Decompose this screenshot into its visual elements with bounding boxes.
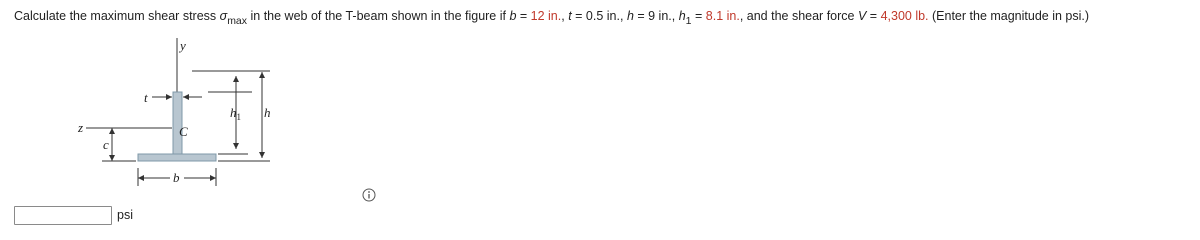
h1-subscript: 1 [685,15,692,27]
info-circle-icon[interactable] [362,188,376,202]
question-part2: in the web of the T-beam shown in the figure if [247,9,510,23]
h-equals: = 9 in., [633,9,679,23]
c-arrowhead-top [109,128,115,134]
h1-label: $h_1$ [230,105,241,122]
beam-web [173,92,182,154]
h-label: h [264,105,271,120]
V-equals: = [866,9,881,23]
c-label: c [103,137,109,152]
beam-flange [138,154,216,161]
sigma-subscript: max [227,15,248,27]
t-arrowhead-left [166,94,172,100]
question-part4: (Enter the magnitude in psi.) [928,9,1090,23]
t-beam-diagram [80,36,290,196]
b-arrowhead-right [210,175,216,181]
b-arrowhead-left [138,175,144,181]
t-beam-figure [80,36,290,196]
h-variable: h [626,9,634,23]
h1-equals: = [691,9,706,23]
info-icon-graphic [362,188,376,202]
h1-arrowhead-top [233,76,239,82]
t-label: t [144,90,148,105]
h1-arrowhead-bottom [233,143,239,149]
question-text [14,7,1194,26]
question-part3: , and the shear force [739,9,858,23]
V-value: 4,300 lb. [880,9,929,23]
b-label: b [173,170,180,185]
t-variable: t [568,9,572,23]
c-arrowhead-bottom [109,155,115,161]
sigma-symbol: σ [219,9,228,23]
answer-row [14,204,133,226]
b-value: 12 in. [530,9,562,23]
answer-input[interactable] [14,206,112,225]
h-arrowhead-top [259,72,265,78]
z-axis-label: z [78,120,84,135]
t-equals: = 0.5 in., [571,9,627,23]
b-variable: b [509,9,517,23]
h1-value: 8.1 in. [705,9,740,23]
centroid-label: C [179,124,188,139]
question-part1: Calculate the maximum shear stress [14,9,220,23]
comma-1: , [561,9,569,23]
V-variable: V [857,9,867,23]
b-equals: = [516,9,531,23]
t-arrowhead-right [183,94,189,100]
h1-variable: h [678,9,686,23]
unit-label: psi [117,208,133,222]
h-arrowhead-bottom [259,152,265,158]
y-axis-label: y [180,38,186,53]
